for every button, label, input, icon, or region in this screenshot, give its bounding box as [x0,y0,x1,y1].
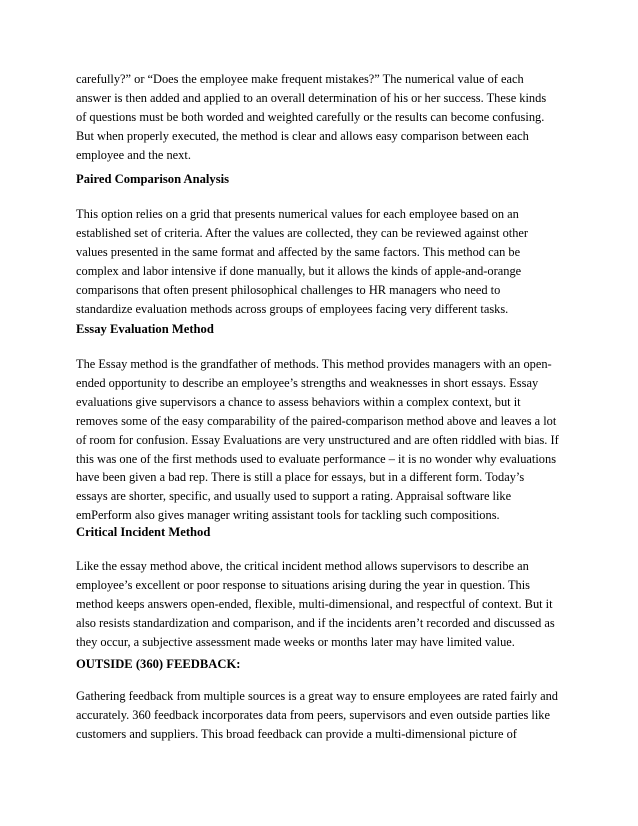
text-line: employee’s excellent or poor response to situations arising during the year in question. This [76,577,530,592]
text-line: established set of criteria. After the values are collected, they can be reviewed against other [76,225,529,240]
section-heading-outside-feedback: OUTSIDE (360) FEEDBACK: [76,657,241,671]
text-line: accurately. 360 feedback incorporates data from peers, supervisors and even outside parties like [76,707,550,722]
text-line: method keeps answers open-ended, flexible, multi-dimensional, and respectful of context. But it [76,596,553,611]
critical-incident-paragraph [76,557,566,652]
text-line: The Essay method is the grandfather of methods. This method provides managers with an open- [76,357,552,371]
text-line: comparisons that often present philosophical challenges to HR managers who need to [76,282,501,297]
text-line: employee and the next. [76,147,191,162]
text-line: customers and suppliers. This broad feedback can provide a multi-dimensional picture of [76,726,517,741]
text-line: But when properly executed, the method is clear and allows easy comparison between each [76,128,529,143]
paired-comparison-paragraph [76,205,566,318]
section-heading-critical-incident: Critical Incident Method [76,525,211,539]
intro-paragraph [76,70,566,165]
text-line: ended opportunity to describe an employee’s strengths and weaknesses in short essays. Essay [76,375,539,390]
text-line: This option relies on a grid that presents numerical values for each employee based on an [76,207,519,221]
text-line: evaluations give supervisors a chance to assess behaviors within a complex context, but it [76,394,521,409]
text-line: this was one of the first methods used to evaluate performance – it is no wonder why evaluations [76,451,557,466]
text-line: carefully?” or “Does the employee make frequent mistakes?” The numerical value of each [76,72,524,86]
text-line: of room for confusion. Essay Evaluations are very unstructured and are often riddled with bias. If [76,432,559,447]
text-line: Gathering feedback from multiple sources is a great way to ensure employees are rated fairly and [76,689,559,703]
section-heading-essay-evaluation: Essay Evaluation Method [76,322,214,336]
text-line: removes some of the easy comparability of the paired-comparison method above and leaves a lot [76,413,557,428]
text-line: emPerform also gives manager writing assistant tools for tackling such compositions. [76,508,500,523]
outside-feedback-paragraph [76,687,566,744]
text-line: have been given a bad rep. There is still a place for essays, but in a different form. Today’s [76,470,525,485]
section-heading-paired-comparison: Paired Comparison Analysis [76,172,230,186]
text-line: answer is then added and applied to an overall determination of his or her success. These kinds [76,90,547,105]
text-line: standardize evaluation methods across groups of employees facing very different tasks. [76,301,509,316]
text-line: also resists standardization and comparison, and if the incidents aren’t recorded and discussed as [76,615,555,630]
essay-evaluation-paragraph [76,355,566,525]
text-line: complex and labor intensive if done manually, but it allows the kinds of apple-and-orange [76,263,522,278]
text-line: they occur, a subjective assessment made weeks or months later may have limited value. [76,634,515,649]
text-line: Like the essay method above, the critical incident method allows supervisors to describe an [76,559,529,573]
text-line: values presented in the same format and affected by the same factors. This method can be [76,244,521,259]
text-line: of questions must be both worded and weighted carefully or the results can become confusing. [76,109,545,124]
text-line: essays are shorter, specific, and usually used to support a rating. Appraisal software like [76,489,512,504]
